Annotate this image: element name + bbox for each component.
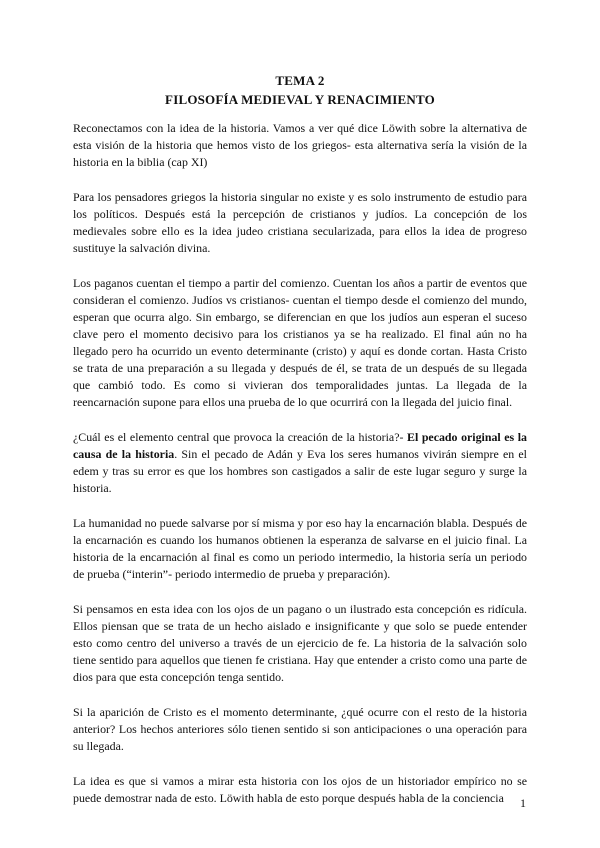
paragraph-5: La humanidad no puede salvarse por sí misma y por eso hay la encarnación blabla. Después de la encarnación es cuando los humanos obtienen la esperanza de salvarse en el juicio final. La historia de la encarnación al final es como un periodo intermedio, la historia sería un periodo de prueba (“interin”- periodo intermedio de prueba y preparación). xyxy=(73,516,527,581)
document-body xyxy=(73,120,527,825)
page-title: TEMA 2 xyxy=(275,73,325,88)
paragraph-1: Reconectamos con la idea de la historia. Vamos a ver qué dice Löwith sobre la alternativa de esta visión de la historia que hemos visto de los griegos- esta alternativa sería la visión de la historia en la biblia (cap XI) xyxy=(73,121,527,169)
paragraph-4-bold-statement: El pecado original es la causa de la historia xyxy=(73,430,527,461)
title-block xyxy=(0,71,600,109)
paragraph-3: Los paganos cuentan el tiempo a partir del comienzo. Cuentan los años a partir de eventos que consideran el comienzo. Judíos vs cristianos- cuentan el tiempo desde el comienzo del mundo, esperan que ocurra algo. Sin embargo, se diferencian en que los judíos aun esperan el suceso clave pero el momento decisivo para los cristianos ya se ha realizado. El final aún no ha llegado pero ha ocurrido un evento determinante (cristo) y aquí es donde cortan. Hasta Cristo se trata de una preparación a su llegada y después de él, se trata de un después de su llegada que cambió todo. Es como si vivieran dos temporalidades juntas. La llegada de la reencarnación supone para ellos una prueba de lo que ocurrirá con la llegada del juicio final. xyxy=(73,276,527,409)
paragraph-8: La idea es que si vamos a mirar esta historia con los ojos de un historiador empírico no se puede demostrar nada de esto. Löwith habla de esto porque después habla de la conciencia xyxy=(73,774,527,805)
page-subtitle: FILOSOFÍA MEDIEVAL Y RENACIMIENTO xyxy=(165,92,435,107)
paragraph-2: Para los pensadores griegos la historia singular no existe y es solo instrumento de estudio para los políticos. Después está la percepción de cristianos y judíos. La concepción de los medievales sobre ello es la idea judeo cristiana secularizada, para ellos la idea de progreso sustituye la salvación divina. xyxy=(73,190,527,255)
paragraph-4 xyxy=(73,429,527,497)
page-number: 1 xyxy=(520,796,526,810)
paragraph-4-rest: . Sin el pecado de Adán y Eva los seres humanos vivirán siempre en el edem y tras su error es que los hombres son castigados a salir de este lugar seguro y surge la historia. xyxy=(73,447,527,495)
paragraph-4-lead: ¿Cuál es el elemento central que provoca la creación de la historia?- xyxy=(73,430,408,444)
paragraph-7: Si la aparición de Cristo es el momento determinante, ¿qué ocurre con el resto de la historia anterior? Los hechos anteriores sólo tienen sentido si son anticipaciones o una operación para su llegada. xyxy=(73,705,527,753)
paragraph-6: Si pensamos en esta idea con los ojos de un pagano o un ilustrado esta concepción es ridícula. Ellos piensan que se trata de un hecho aislado e insignificante y que solo se puede entender esto como centro del universo a través de un ejercicio de fe. La historia de la salvación solo tiene sentido para aquellos que tienen fe cristiana. Hay que entender a cristo como una parte de dios para que esta concepción tenga sentido. xyxy=(73,602,527,684)
